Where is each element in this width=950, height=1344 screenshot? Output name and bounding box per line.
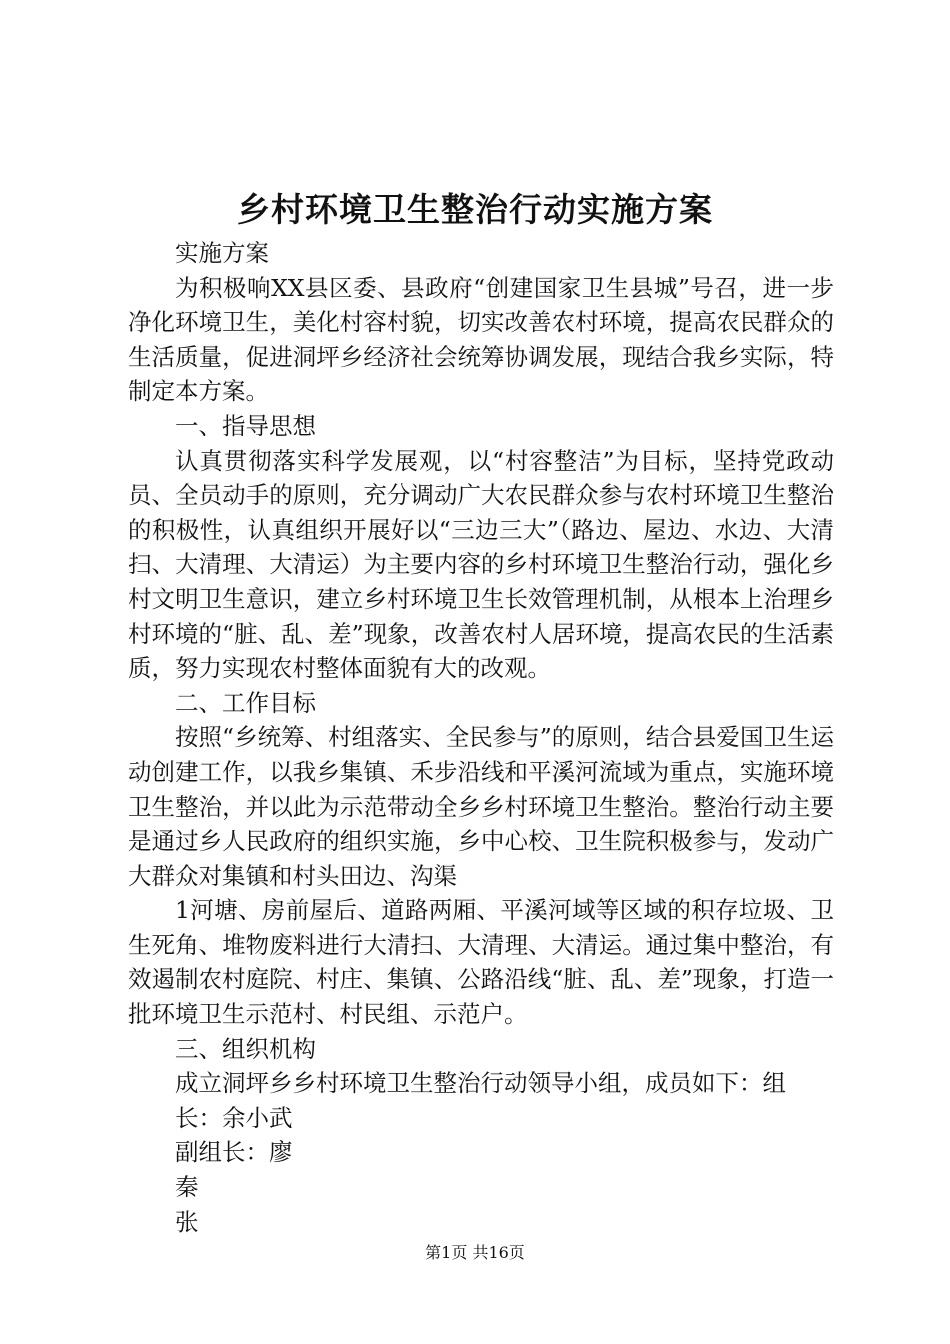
document-body	[128, 236, 834, 1239]
paragraph: 按照“乡统筹、村组落实、全民参与”的原则，结合县爱国卫生运动创建工作，以我乡集镇、禾步沿线和平溪河流域为重点，实施环境卫生整治，并以此为示范带动全乡乡村环境卫生整治。整治行动主要是通过乡人民政府的组织实施，乡中心校、卫生院积极参与，发动广大群众对集镇和村头田边、沟渠	[128, 723, 834, 890]
section-heading: 二、工作目标	[175, 688, 316, 717]
paragraph: 1河塘、房前屋后、道路两厢、平溪河域等区域的积存垃圾、卫生死角、堆物废料进行大清扫、大清理、大清运。通过集中整治，有效遏制农村庭院、村庄、集镇、公路沿线“脏、乱、差”现象，打造一批环境卫生示范村、村民组、示范户。	[128, 896, 834, 1029]
page-footer: 第1页 共16页	[425, 1243, 525, 1262]
document-title: 乡村环境卫生整治行动实施方案	[237, 190, 713, 229]
section-heading: 三、组织机构	[175, 1034, 316, 1063]
paragraph: 实施方案	[175, 239, 269, 267]
section-heading: 一、指导思想	[175, 411, 316, 440]
paragraph: 认真贯彻落实科学发展观，以“村容整洁”为目标，坚持党政动员、全员动手的原则，充分调动广大农民群众参与农村环境卫生整治的积极性，认真组织开展好以“三边三大”（路边、屋边、水边、大清扫、大清理、大清运）为主要内容的乡村环境卫生整治行动，强化乡村文明卫生意识，建立乡村环境卫生长效管理机制，从根本上治理乡村环境的“脏、乱、差”现象，改善农村人居环境，提高农民的生活素质，努力实现农村整体面貌有大的改观。	[128, 446, 834, 683]
member-line: 副组长：廖	[175, 1138, 293, 1167]
paragraph: 成立洞坪乡乡村环境卫生整治行动领导小组，成员如下：组	[175, 1069, 786, 1098]
member-line: 秦	[175, 1173, 199, 1202]
member-line: 张	[175, 1207, 199, 1236]
paragraph: 为积极响XX县区委、县政府“创建国家卫生县城”号召，进一步净化环境卫生，美化村容村貌，切实改善农村环境，提高农民群众的生活质量，促进洞坪乡经济社会统筹协调发展，现结合我乡实际，特制定本方案。	[128, 273, 834, 406]
member-line: 长：余小武	[175, 1103, 293, 1132]
